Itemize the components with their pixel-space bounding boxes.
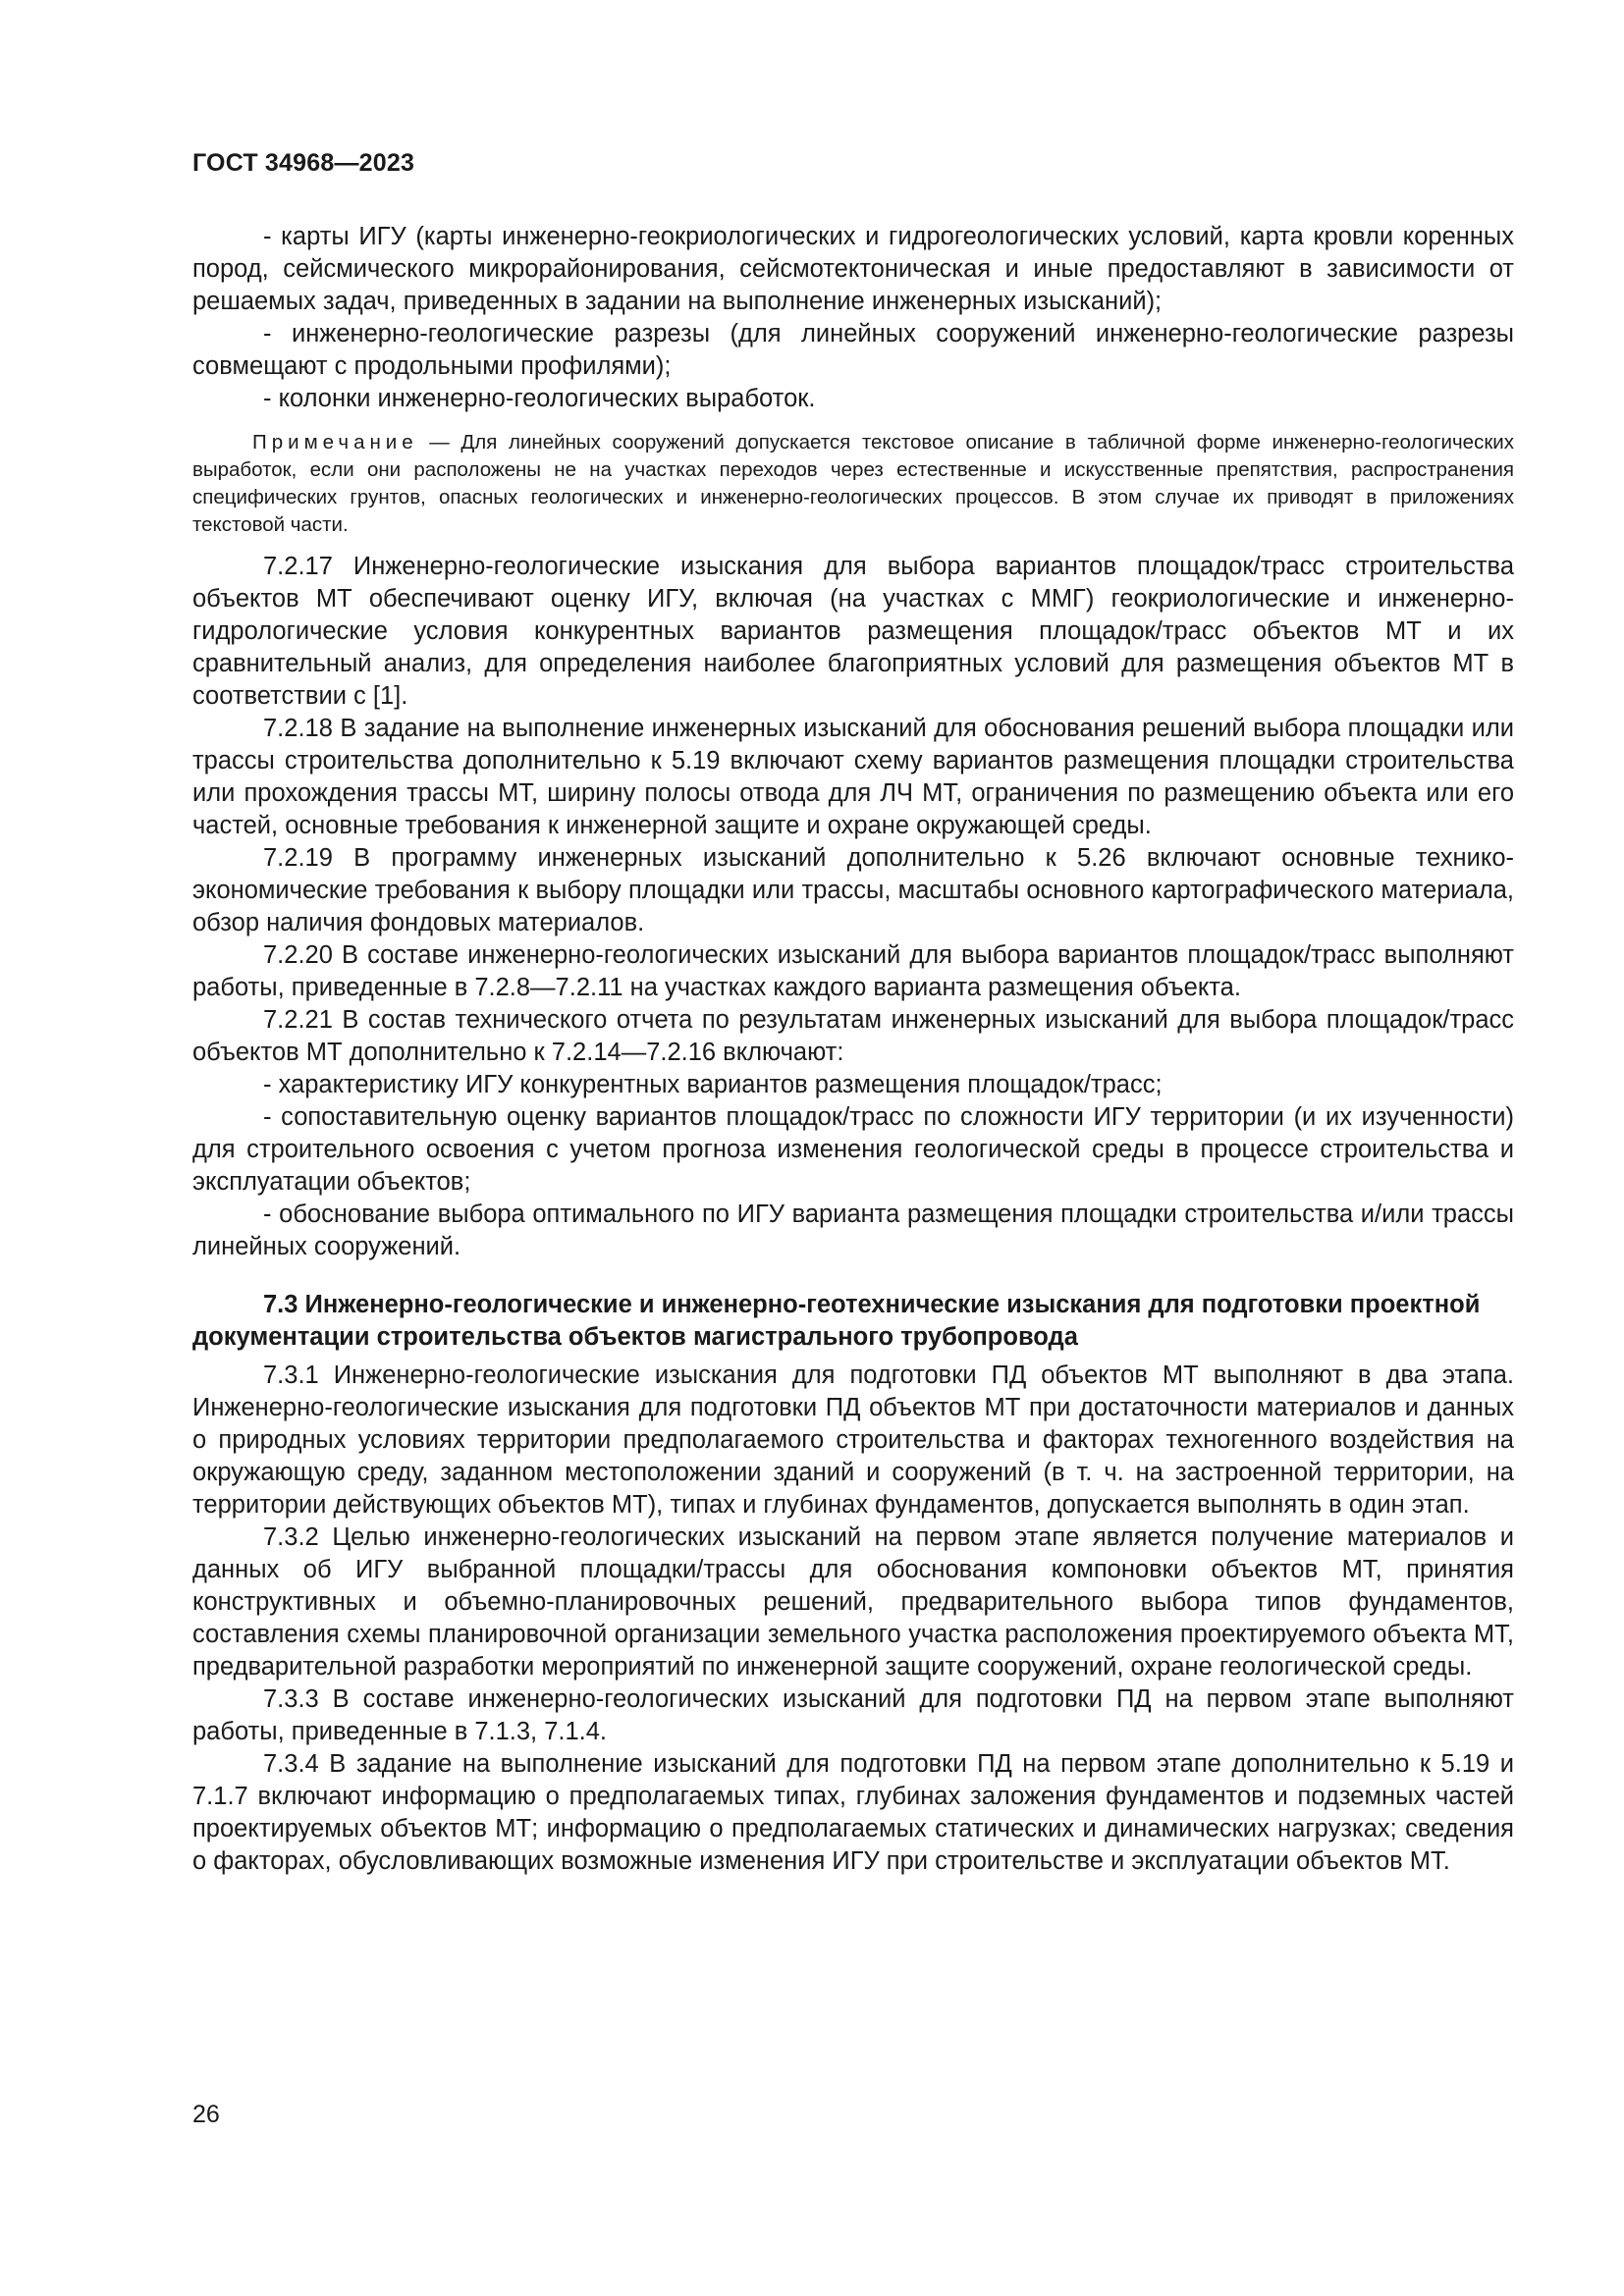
paragraph-list-item: - сопоставительную оценку вариантов площадок/трасс по сложности ИГУ территории (и их изученности) для строительного освоения с учетом прогноза изменения геологической среды в процессе строительства и эксплуатации объектов; — [192, 1103, 1514, 1196]
paragraph-list-item: - характеристику ИГУ конкурентных вариантов размещения площадок/трасс; — [263, 1071, 1163, 1098]
paragraph-list-item: - карты ИГУ (карты инженерно-геокриологических и гидрогеологических условий, карта кровли коренных пород, сейсмического микрорайонирования, сейсмотектоническая и иные предоставляют в зависимости от решаемых задач, приведенных в задании на выполнение инженерных изысканий); — [192, 223, 1514, 315]
paragraph-7-3-2: 7.3.2 Целью инженерно-геологических изысканий на первом этапе является получение материалов и данных об ИГУ выбранной площадки/трассы для обоснования компоновки объектов МТ, принятия конструктивных и объемно-планировочных решений, предварительного выбора типов фундаментов, составления схемы планировочной организации земельного участка расположения проектируемого объекта МТ, предварительной разработки мероприятий по инженерной защите сооружений, охране геологической среды. — [192, 1523, 1514, 1681]
paragraph-7-3-3: 7.3.3 В составе инженерно-геологических изысканий для подготовки ПД на первом этапе выполняют работы, приведенные в 7.1.3, 7.1.4. — [192, 1685, 1514, 1745]
paragraph-7-2-19: 7.2.19 В программу инженерных изысканий дополнительно к 5.26 включают основные технико-экономические требования к выбору площадки или трассы, масштабы основного картографического материала, обзор наличия фондовых материалов. — [192, 844, 1514, 936]
paragraph-7-2-18: 7.2.18 В задание на выполнение инженерных изысканий для обоснования решений выбора площадки или трассы строительства дополнительно к 5.19 включают схему вариантов размещения площадки строительства или прохождения трассы МТ, ширину полосы отвода для ЛЧ МТ, ограничения по размещению объекта или его частей, основные требования к инженерной защите и охране окружающей среды. — [192, 715, 1514, 839]
paragraph-7-2-21: 7.2.21 В состав технического отчета по результатам инженерных изысканий для выбора площадок/трасс объектов МТ дополнительно к 7.2.14—7.2.16 включают: — [192, 1006, 1514, 1066]
note-paragraph — [192, 429, 1514, 539]
note-label: Примечание — [252, 431, 418, 454]
paragraph-7-2-17: 7.2.17 Инженерно-геологические изыскания для выбора вариантов площадок/трасс строительства объектов МТ обеспечивают оценку ИГУ, включая (на участках с ММГ) геокриологические и инженерно-гидрологические условия конкурентных вариантов размещения площадок/трасс объектов МТ и их сравнительный анализ, для определения наиболее благоприятных условий для размещения объектов МТ в соответствии с [1]. — [192, 553, 1514, 710]
paragraph-list-item: - инженерно-геологические разрезы (для линейных сооружений инженерно-геологические разрезы совмещают с продольными профилями); — [192, 320, 1514, 380]
document-body — [192, 221, 1514, 1878]
paragraph-7-3-4: 7.3.4 В задание на выполнение изысканий для подготовки ПД на первом этапе дополнительно к 5.19 и 7.1.7 включают информацию о предполагаемых типах, глубинах заложения фундаментов и подземных частей проектируемых объектов МТ; информацию о предполагаемых статических и динамических нагрузках; сведения о факторах, обусловливающих возможные изменения ИГУ при строительстве и эксплуатации объектов МТ. — [192, 1750, 1514, 1875]
paragraph-list-item: - обоснование выбора оптимального по ИГУ варианта размещения площадки строительства и/или трассы линейных сооружений. — [192, 1201, 1514, 1260]
paragraph-7-3-1: 7.3.1 Инженерно-геологические изыскания для подготовки ПД объектов МТ выполняют в два этапа. Инженерно-геологические изыскания для подготовки ПД объектов МТ при достаточности материалов и данных о природных условиях территории предполагаемого строительства и факторах техногенного воздействия на окружающую среду, заданном местоположении зданий и сооружений (в т. ч. на застроенной территории, на территории действующих объектов МТ), типах и глубинах фундаментов, допускается выполнять в один этап. — [192, 1362, 1514, 1519]
document-header: ГОСТ 34968—2023 — [192, 149, 415, 177]
section-title-7-3: 7.3 Инженерно-геологические и инженерно-геотехнические изыскания для подготовки проектной документации строительства объектов магистрального трубопровода — [192, 1291, 1481, 1351]
note-text: — Для линейных сооружений допускается текстовое описание в табличной форме инженерно-геологических выработок, если они расположены не на участках переходов через естественные и искусственные препятствия, распространения специфических грунтов, опасных геологических и инженерно-геологических процессов. В этом случае их приводят в приложениях текстовой части. — [192, 431, 1514, 536]
page-number: 26 — [192, 2101, 220, 2128]
paragraph-list-item: - колонки инженерно-геологических выработок. — [263, 385, 816, 412]
paragraph-7-2-20: 7.2.20 В составе инженерно-геологических изысканий для выбора вариантов площадок/трасс выполняют работы, приведенные в 7.2.8—7.2.11 на участках каждого варианта размещения объекта. — [192, 941, 1514, 1001]
